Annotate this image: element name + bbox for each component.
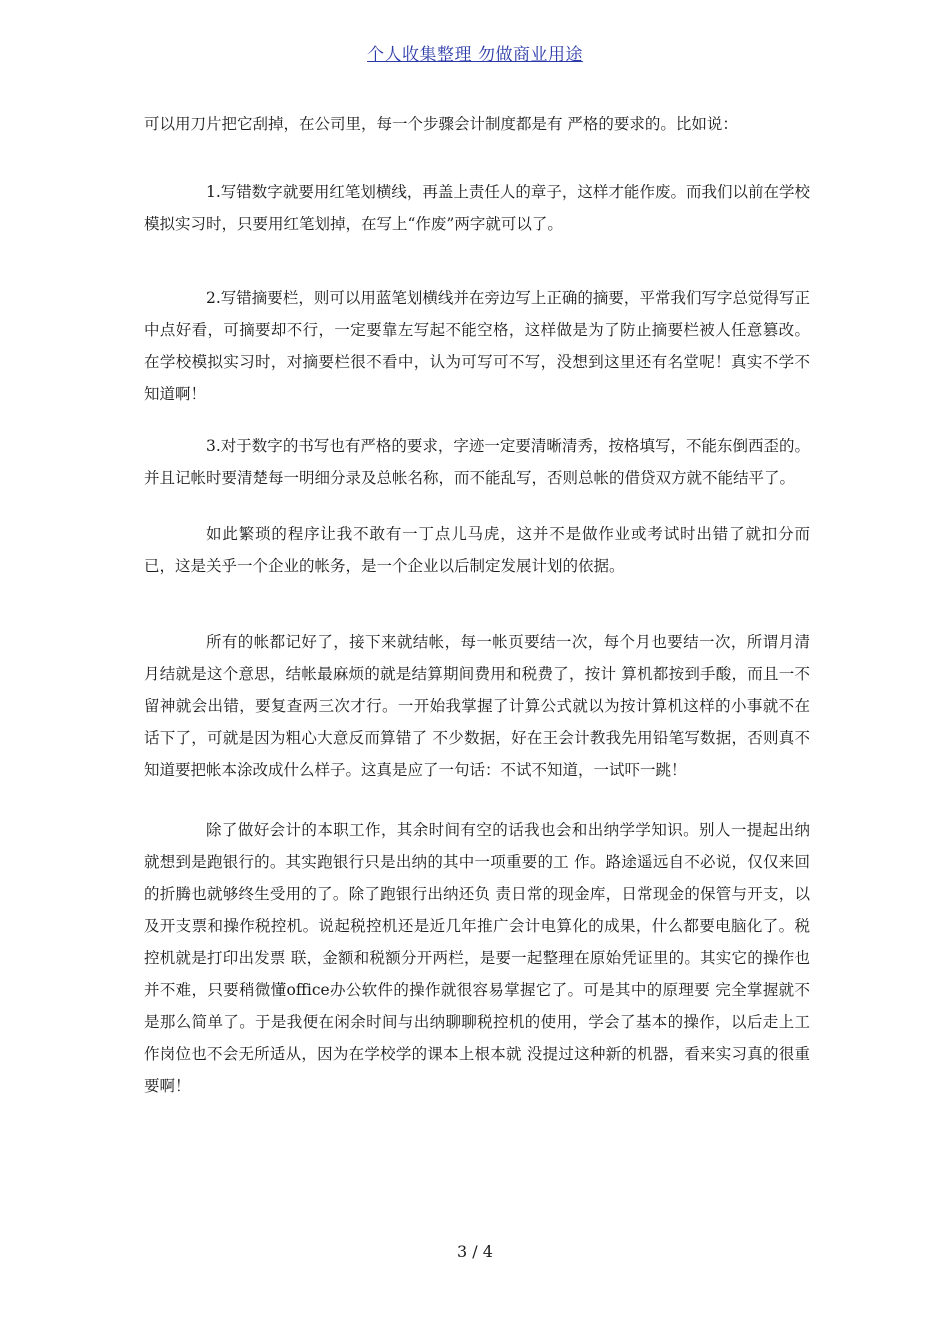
page-number: 3 / 4 <box>457 1242 493 1261</box>
paragraph-item-2: 2.写错摘要栏，则可以用蓝笔划横线并在旁边写上正确的摘要，平常我们写字总觉得写正中点好看，可摘要却不行，一定要靠左写起不能空格，这样做是为了防止摘要栏被人任意篡改。在学校模拟实习时，对摘要栏很不看中，认为可写可不写，没想到这里还有名堂呢！真实不学不知道啊！ <box>144 289 810 403</box>
document-body <box>144 108 810 1102</box>
paragraph-item-3: 3.对于数字的书写也有严格的要求，字迹一定要清晰清秀，按格填写，不能东倒西歪的。并且记帐时要清楚每一明细分录及总帐名称，而不能乱写，否则总帐的借贷双方就不能结平了。 <box>144 437 810 487</box>
paragraph-item-1: 1.写错数字就要用红笔划横线，再盖上责任人的章子，这样才能作废。而我们以前在学校模拟实习时，只要用红笔划掉，在写上“作废”两字就可以了。 <box>144 183 810 233</box>
paragraph-cashier: 除了做好会计的本职工作，其余时间有空的话我也会和出纳学学知识。别人一提起出纳就想到是跑银行的。其实跑银行只是出纳的其中一项重要的工 作。路途遥远自不必说，仅仅来回的折腾也就够终生受用的了。除了跑银行出纳还负 责日常的现金库，日常现金的保管与开支，以及开支票和操作税控机。说起税控机还是近几年推广会计电算化的成果，什么都要电脑化了。税控机就是打印出发票 联，金额和税额分开两栏，是要一起整理在原始凭证里的。其实它的操作也并不难，只要稍微懂office办公软件的操作就很容易掌握它了。可是其中的原理要 完全掌握就不是那么简单了。于是我便在闲余时间与出纳聊聊税控机的使用，学会了基本的操作，以后走上工作岗位也不会无所适从，因为在学校学的课本上根本就 没提过这种新的机器，看来实习真的很重要啊！ <box>144 821 810 1095</box>
paragraph-procedure: 如此繁琐的程序让我不敢有一丁点儿马虎，这并不是做作业或考试时出错了就扣分而已，这是关乎一个企业的帐务，是一个企业以后制定发展计划的依据。 <box>144 525 810 575</box>
paragraph-intro: 可以用刀片把它刮掉，在公司里，每一个步骤会计制度都是有 严格的要求的。比如说： <box>144 115 738 133</box>
paragraph-closing-accounts: 所有的帐都记好了，接下来就结帐，每一帐页要结一次，每个月也要结一次，所谓月清月结就是这个意思，结帐最麻烦的就是结算期间费用和税费了，按计 算机都按到手酸，而且一不留神就会出错，要复查两三次才行。一开始我掌握了计算公式就以为按计算机这样的小事就不在话下了，可就是因为粗心大意反而算错了 不少数据，好在王会计教我先用铅笔写数据，否则真不知道要把帐本涂改成什么样子。这真是应了一句话：不试不知道，一试吓一跳！ <box>144 633 810 779</box>
page-header-watermark: 个人收集整理 勿做商业用途 <box>367 45 583 65</box>
